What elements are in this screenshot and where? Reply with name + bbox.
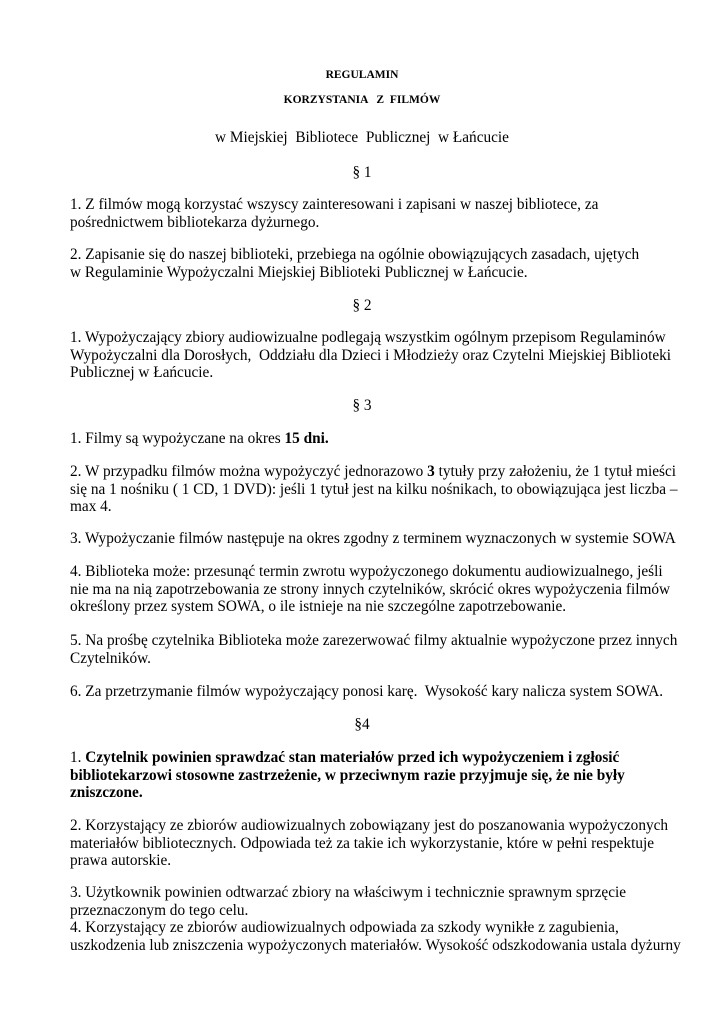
text-line: się na 1 nośniku ( 1 CD, 1 DVD): jeśli 1 tytuł jest na kilku nośnikach, to obowiązująca jest liczba –: [70, 480, 678, 498]
text-line: 4. Biblioteka może: przesunąć termin zwrotu wypożyczonego dokumentu audiowizualnego, jeśli: [70, 563, 663, 580]
text-line: uszkodzenia lub zniszczenia wypożyczonych materiałów. Wysokość odszkodowania ustala dyżurny: [70, 936, 681, 954]
text-line: 4. Korzystający ze zbiorów audiowizualnych odpowiada za szkody wynikłe z zagubienia,: [70, 919, 619, 936]
text-line: 3. Użytkownik powinien odtwarzać zbiory na właściwym i technicznie sprawnym sprzęcie: [70, 884, 627, 901]
text-line: Czytelników.: [70, 649, 152, 667]
section-4-heading: §4: [354, 716, 370, 733]
bold-text-line: zniszczone.: [70, 784, 143, 802]
section-3-paragraph-5: [70, 632, 678, 667]
text-line: w Regulaminie Wypożyczalni Miejskiej Biblioteki Publicznej w Łańcucie.: [70, 263, 528, 281]
text-line: 1. Z filmów mogą korzystać wszyscy zainteresowani i zapisani w naszej bibliotece, za: [70, 196, 599, 213]
section-4-paragraph-2: [70, 817, 669, 870]
document-location: w Miejskiej Bibliotece Publicznej w Łańcucie: [215, 129, 509, 146]
title-limit-value: 3: [427, 463, 435, 480]
text-line: pośrednictwem bibliotekarza dyżurnego.: [70, 213, 320, 231]
text-line: Wypożyczalni dla Dorosłych, Oddziału dla Dzieci i Młodzieży oraz Czytelni Miejskiej Biblioteki: [70, 346, 672, 364]
section-1-paragraph-2: [70, 246, 660, 281]
section-3-paragraph-2: [70, 463, 678, 516]
text-line: określony przez system SOWA, o ile istnieje na nie szczególne zapotrzebowanie.: [70, 598, 567, 616]
text-line: Publicznej w Łańcucie.: [70, 364, 214, 382]
text-line: prawa autorskie.: [70, 852, 172, 870]
text-fragment: 1. Filmy są wypożyczane na okres: [70, 430, 285, 447]
section-4-paragraph-1: [70, 749, 660, 802]
section-3-paragraph-3: 3. Wypożyczanie filmów następuje na okres zgodny z terminem wyznaczonych w systemie SOWA: [70, 530, 676, 547]
bold-text: Czytelnik powinien sprawdzać stan materiałów przed ich wypożyczeniem i zgłosić: [85, 749, 620, 766]
text-line: nie ma na nią zapotrzebowania ze strony innych czytelników, skrócić okres wypożyczenia filmów: [70, 580, 671, 598]
text-line: [70, 463, 677, 481]
bold-text-line: bibliotekarzowi stosowne zastrzeżenie, w przeciwnym razie przyjmuje się, że nie były: [70, 766, 625, 784]
section-2-heading: § 2: [352, 297, 372, 314]
section-3-paragraph-6: 6. Za przetrzymanie filmów wypożyczający ponosi karę. Wysokość kary nalicza system SOWA.: [70, 683, 664, 700]
text-line: 2. Zapisanie się do naszej biblioteki, przebiega na ogólnie obowiązujących zasadach, ujętych: [70, 246, 640, 263]
section-2-paragraph-1: [70, 329, 672, 382]
text-line: 1. Wypożyczający zbiory audiowizualne podlegają wszystkim ogólnym przepisom Regulaminów: [70, 329, 666, 346]
loan-period-value: 15 dni.: [284, 430, 329, 447]
section-3-paragraph-4: [70, 563, 671, 616]
section-3-paragraph-1: [70, 430, 660, 448]
text-line: 5. Na prośbę czytelnika Biblioteka może zarezerwować filmy aktualnie wypożyczone przez innych: [70, 632, 678, 649]
text-line: max 4.: [70, 498, 112, 516]
text-line: [70, 749, 660, 767]
section-1-paragraph-1: [70, 196, 660, 231]
section-4-paragraph-4: [70, 919, 681, 954]
text-fragment: 2. W przypadku filmów można wypożyczyć jednorazowo: [70, 463, 428, 480]
text-fragment: tytuły przy założeniu, że 1 tytuł mieści: [434, 463, 677, 480]
text-fragment: 1.: [70, 749, 86, 766]
section-3-heading: § 3: [352, 397, 372, 414]
section-4-paragraph-3: [70, 884, 660, 919]
text-line: 2. Korzystający ze zbiorów audiowizualnych zobowiązany jest do poszanowania wypożyczonych: [70, 817, 669, 834]
document-title: REGULAMIN: [325, 69, 399, 81]
text-line: przeznaczonym do tego celu.: [70, 901, 249, 919]
section-1-heading: § 1: [352, 164, 372, 181]
document-subtitle: KORZYSTANIA Z FILMÓW: [283, 94, 441, 106]
text-line: materiałów bibliotecznych. Odpowiada też za takie ich wykorzystanie, które w pełni respektuje: [70, 834, 655, 852]
